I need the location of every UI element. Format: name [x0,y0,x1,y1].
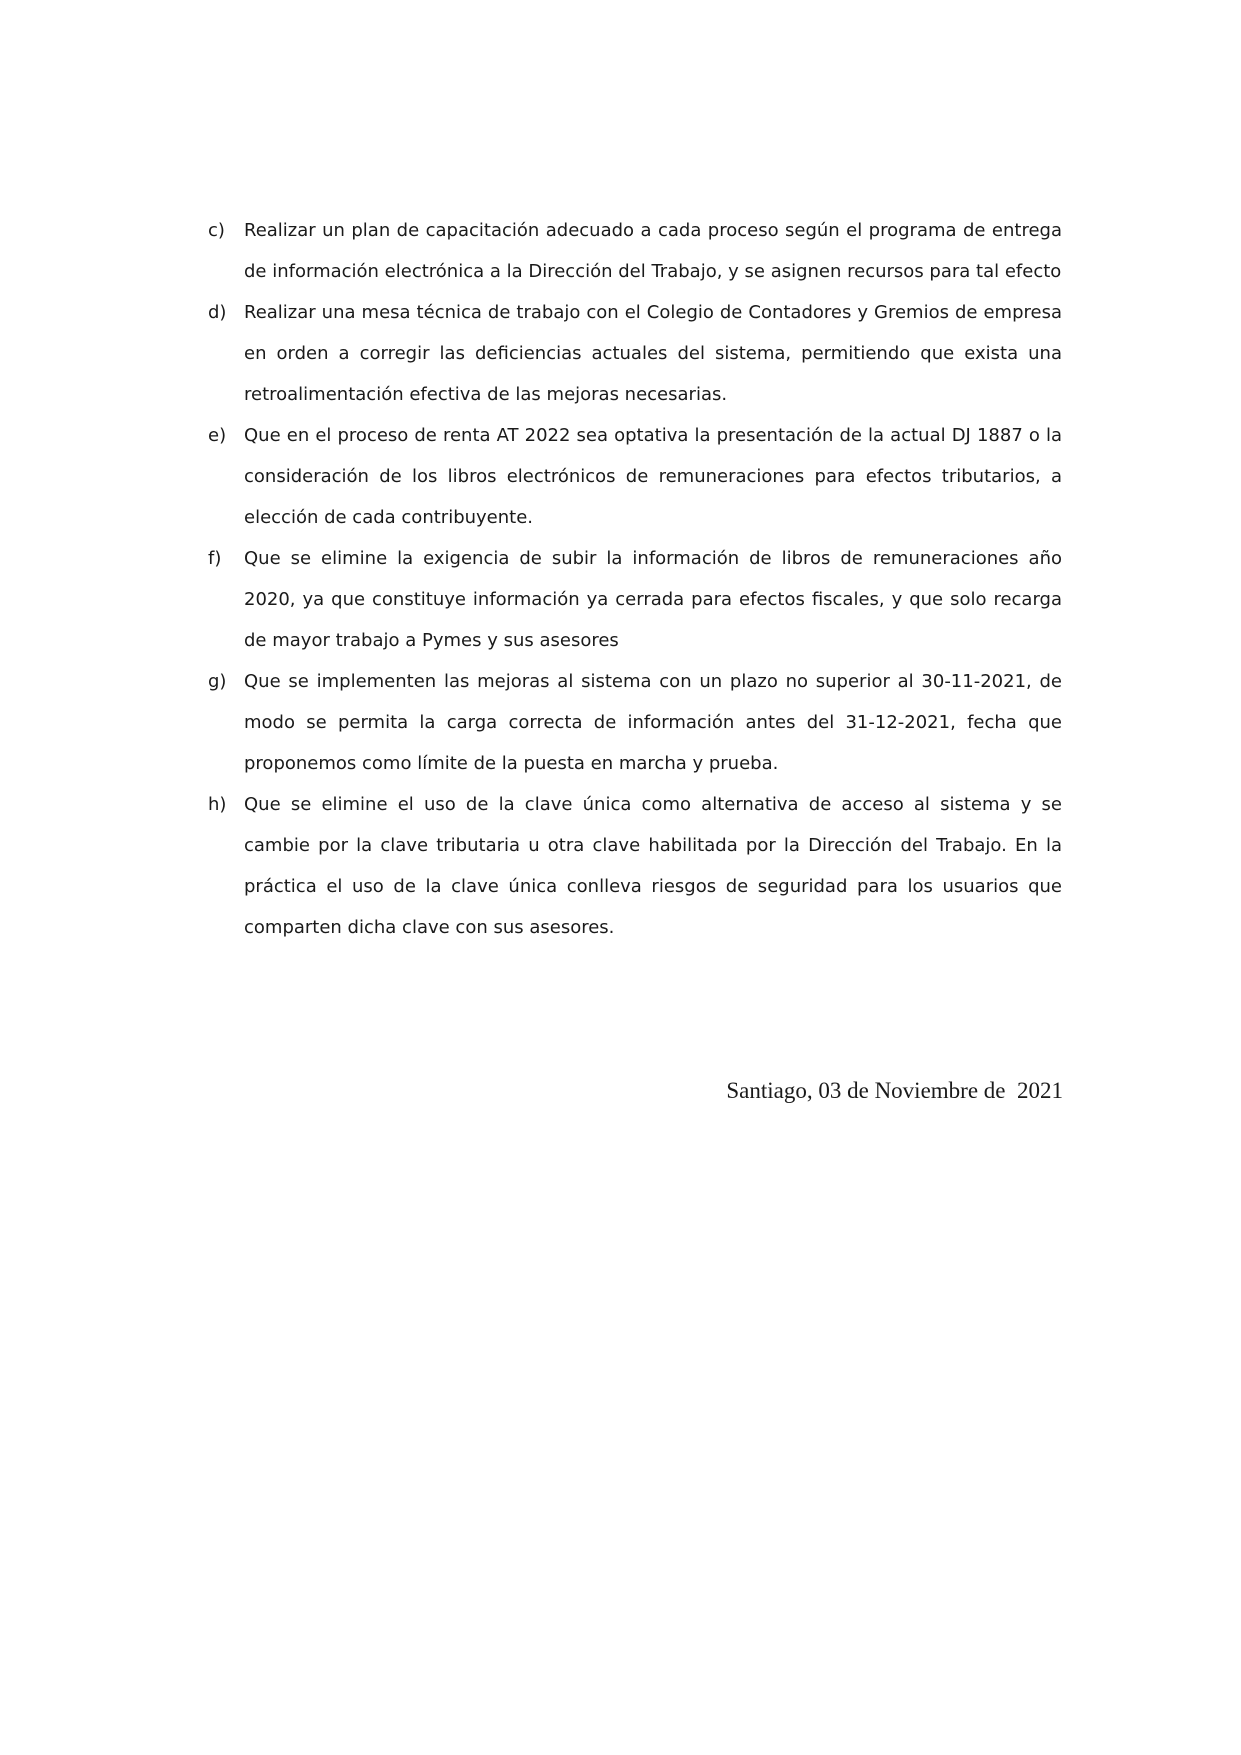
list-marker: g) [208,671,227,692]
list-item-d [208,292,1062,415]
list-item-text: Que se elimine la exigencia de subir la información de libros de remuneraciones año 2020, ya que constituye información ya cerrada para efectos fiscales, y que solo recarga de mayor trabajo a Pymes y sus asesores [244,548,1062,651]
list-item-g [208,661,1062,784]
list-item-h [208,784,1062,948]
list-marker: c) [208,220,225,241]
list-item-e [208,415,1062,538]
list-item-f [208,538,1062,661]
list-marker: f) [208,548,222,569]
list-marker: e) [208,425,227,446]
list-item-text: Que se elimine el uso de la clave única como alternativa de acceso al sistema y se cambie por la clave tributaria u otra clave habilitada por la Dirección del Trabajo. En la práctica el uso de la clave única conlleva riesgos de seguridad para los usuarios que comparten dicha clave con sus asesores. [244,794,1062,938]
list-marker: h) [208,794,227,815]
list-item-c [208,210,1062,292]
list-marker: d) [208,302,227,323]
place-and-date: Santiago, 03 de Noviembre de 2021 [726,1078,1063,1103]
list-item-text: Que en el proceso de renta AT 2022 sea optativa la presentación de la actual DJ 1887 o la consideración de los libros electrónicos de remuneraciones para efectos tributarios, a elección de cada contribuyente. [244,425,1062,528]
list-item-text: Realizar un plan de capacitación adecuado a cada proceso según el programa de entrega de información electrónica a la Dirección del Trabajo, y se asignen recursos para tal efecto [244,220,1062,282]
list-item-text: Que se implementen las mejoras al sistema con un plazo no superior al 30-11-2021, de modo se permita la carga correcta de información antes del 31-12-2021, fecha que proponemos como límite de la puesta en marcha y prueba. [244,671,1062,774]
list-item-text: Realizar una mesa técnica de trabajo con el Colegio de Contadores y Gremios de empresa en orden a corregir las deficiencias actuales del sistema, permitiendo que exista una retroalimentación efectiva de las mejoras necesarias. [244,302,1062,405]
requests-list [208,210,1062,948]
